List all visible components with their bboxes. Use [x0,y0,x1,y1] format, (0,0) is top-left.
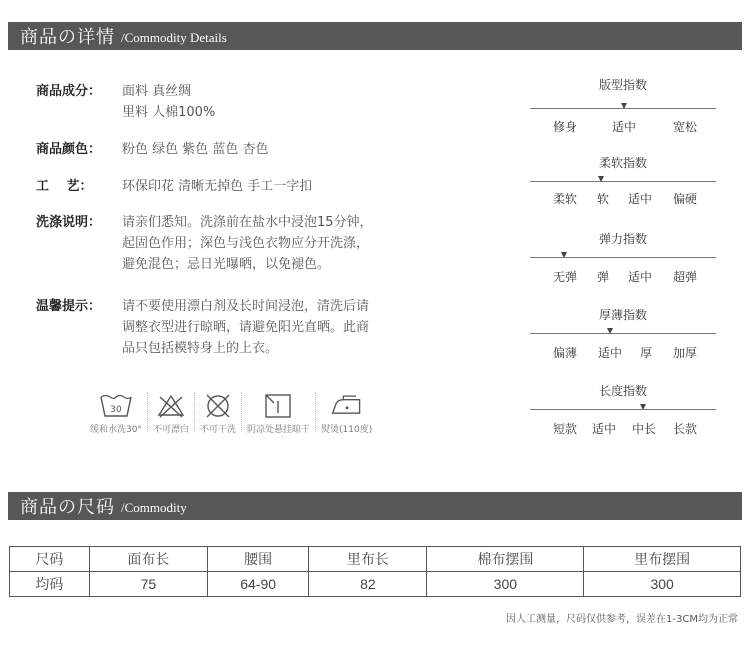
detail-label: 商品颜色： [36,142,102,157]
index-scale-line [530,181,716,182]
table-row [10,572,741,597]
iron-icon [329,392,365,420]
wash-30-icon [98,392,134,420]
care-icons-strip [90,392,372,435]
care-caption: 缓和水洗30° [90,425,142,435]
table-cell: 64-90 [208,572,309,597]
detail-text: 环保印花 清晰无掉色 手工一字扣 [122,179,313,194]
table-header-row [10,547,741,572]
index-option: 加厚 [672,346,698,360]
index-option: 宽松 [672,120,698,134]
index-title: 版型指数 [598,78,647,92]
index-marker [607,328,613,334]
index-title: 弹力指数 [598,232,647,246]
details-section-header [8,22,742,50]
details-title-cn: 商品の详情 [20,27,115,48]
detail-text: 请亲们悉知。洗涤前在盐水中浸泡15分钟， [122,215,373,230]
index-option: 偏薄 [552,346,578,360]
index-option: 厚 [639,346,653,360]
index-option: 适中 [627,192,653,206]
index-scale-line [530,409,716,410]
detail-label: 工 艺： [36,179,93,194]
divider [194,392,195,432]
detail-label: 洗涤说明： [36,215,102,230]
index-option: 偏硬 [672,192,698,206]
divider [147,392,148,432]
care-item [153,392,189,435]
care-item [321,392,372,435]
table-header-cell: 面布长 [89,547,207,572]
table-cell: 300 [584,572,741,597]
care-caption: 熨烫(110度) [321,425,373,435]
size-table [9,546,741,597]
index-option: 超弹 [672,270,698,284]
care-caption: 不可干洗 [199,425,236,435]
size-section-header [8,492,742,520]
index-option: 适中 [627,270,653,284]
detail-label: 商品成分： [36,84,102,99]
no-dry-clean-icon [200,392,236,420]
table-header-cell: 里布摆围 [584,547,741,572]
index-option: 修身 [552,120,578,134]
index-marker [621,103,627,109]
divider [315,392,316,432]
table-header-cell: 里布长 [309,547,427,572]
index-option: 软 [596,192,610,206]
wash-temp-text: 30 [110,405,122,415]
detail-row-washing [36,212,373,275]
detail-text: 调整衣型进行晾晒，请避免阳光直晒。此商 [122,320,370,335]
index-marker [598,176,604,182]
care-caption: 不可漂白 [152,425,189,435]
detail-text: 起固色作用；深色与浅色衣物应分开洗涤， [122,236,370,251]
index-option: 中长 [631,422,657,436]
index-scale-line [530,333,716,334]
index-option: 适中 [591,422,617,436]
index-option: 柔软 [552,192,578,206]
measurement-note: 因人工测量，尺码仅供参考，误差在1-3CM均为正常 [506,614,738,625]
table-cell: 均码 [10,572,90,597]
table-cell: 82 [309,572,427,597]
size-title-cn: 商品の尺码 [20,497,115,518]
table-cell: 75 [89,572,207,597]
index-option: 短款 [552,422,578,436]
care-caption: 阴凉处悬挂晾干 [246,425,310,435]
index-option: 适中 [611,120,637,134]
index-scale-line [530,257,716,258]
table-header-cell: 腰围 [208,547,309,572]
index-option: 无弹 [552,270,578,284]
detail-text: 避免混色；忌日光曝晒，以免褪色。 [122,257,331,272]
detail-row-material [36,81,215,123]
detail-text: 粉色 绿色 紫色 蓝色 杏色 [122,142,269,157]
table-header-cell: 尺码 [10,547,90,572]
index-option: 适中 [597,346,623,360]
index-option: 长款 [672,422,698,436]
index-marker [561,252,567,258]
line-dry-shade-icon [260,392,296,420]
detail-row-craft [36,176,312,197]
index-title: 长度指数 [598,384,647,398]
divider [241,392,242,432]
index-marker [640,404,646,410]
detail-text: 里料 人棉100% [122,105,216,120]
size-title-en: /Commodity [121,500,187,515]
detail-text: 品只包括模特身上的上衣。 [122,341,279,356]
table-cell: 300 [427,572,584,597]
index-option: 弹 [596,270,610,284]
care-item [90,392,142,435]
no-bleach-icon [153,392,189,420]
table-header-cell: 棉布摆围 [427,547,584,572]
detail-text: 请不要使用漂白剂及长时间浸泡，清洗后请 [122,299,370,314]
detail-row-tips [36,296,369,359]
details-title-en: /Commodity Details [121,30,227,45]
index-title: 厚薄指数 [598,308,647,322]
detail-text: 面料 真丝绸 [122,84,192,99]
care-item [200,392,236,435]
index-title: 柔软指数 [598,156,647,170]
care-item [247,392,310,435]
detail-row-color [36,139,269,160]
detail-label: 温馨提示： [36,299,102,314]
